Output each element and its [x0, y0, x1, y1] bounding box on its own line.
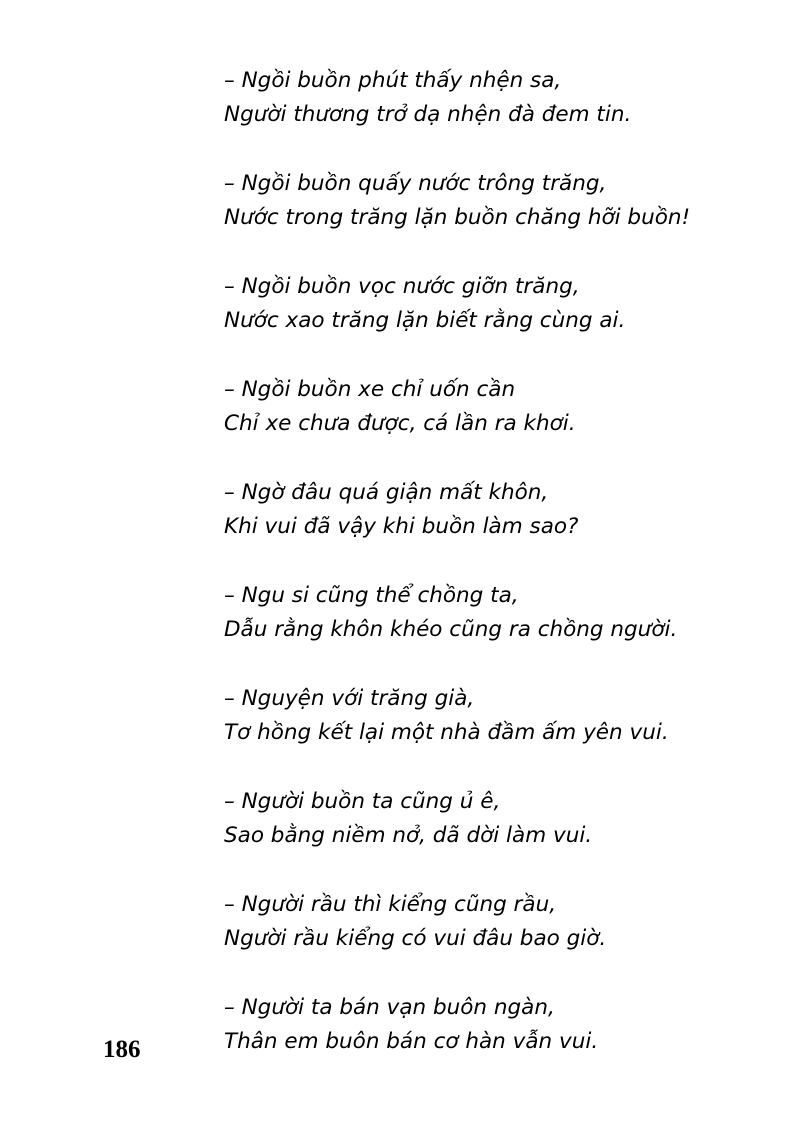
- stanza-3: [224, 270, 764, 338]
- stanza-line: – Người ta bán vạn buôn ngàn,: [224, 995, 555, 1020]
- stanza-line: – Ngồi buồn xe chỉ uốn cần: [224, 377, 516, 402]
- stanza-10: [224, 991, 764, 1059]
- poem: [224, 64, 764, 1094]
- stanza-line: Dẫu rằng khôn khéo cũng ra chồng người.: [224, 617, 678, 642]
- stanza-9: [224, 888, 764, 956]
- stanza-line: Khi vui đã vậy khi buồn làm sao?: [224, 514, 579, 539]
- page-number: 186: [103, 1036, 141, 1063]
- stanza-2: [224, 167, 764, 235]
- stanza-4: [224, 373, 764, 441]
- stanza-6: [224, 579, 764, 647]
- stanza-line: – Nguyện với trăng già,: [224, 686, 475, 711]
- stanza-5: [224, 476, 764, 544]
- stanza-line: – Ngồi buồn quấy nước trông trăng,: [224, 171, 607, 196]
- stanza-line: Thân em buôn bán cơ hàn vẫn vui.: [224, 1029, 599, 1054]
- stanza-line: Chỉ xe chưa được, cá lần ra khơi.: [224, 411, 576, 436]
- stanza-line: – Ngờ đâu quá giận mất khôn,: [224, 480, 549, 505]
- stanza-line: Tơ hồng kết lại một nhà đầm ấm yên vui.: [224, 720, 669, 745]
- stanza-line: – Ngồi buồn vọc nước giỡn trăng,: [224, 274, 580, 299]
- stanza-7: [224, 682, 764, 750]
- stanza-line: – Người rầu thì kiểng cũng rầu,: [224, 892, 557, 917]
- stanza-line: Người thương trở dạ nhện đà đem tin.: [224, 102, 632, 127]
- stanza-1: [224, 64, 764, 132]
- stanza-line: Nước xao trăng lặn biết rằng cùng ai.: [224, 308, 626, 333]
- stanza-line: – Người buồn ta cũng ủ ê,: [224, 789, 501, 814]
- stanza-line: Người rầu kiểng có vui đâu bao giờ.: [224, 926, 607, 951]
- stanza-line: Nước trong trăng lặn buồn chăng hỡi buồn!: [224, 205, 691, 230]
- stanza-line: – Ngu si cũng thể chồng ta,: [224, 583, 519, 608]
- stanza-8: [224, 785, 764, 853]
- stanza-line: – Ngồi buồn phút thấy nhện sa,: [224, 68, 562, 93]
- stanza-line: Sao bằng niềm nở, dã dời làm vui.: [224, 823, 593, 848]
